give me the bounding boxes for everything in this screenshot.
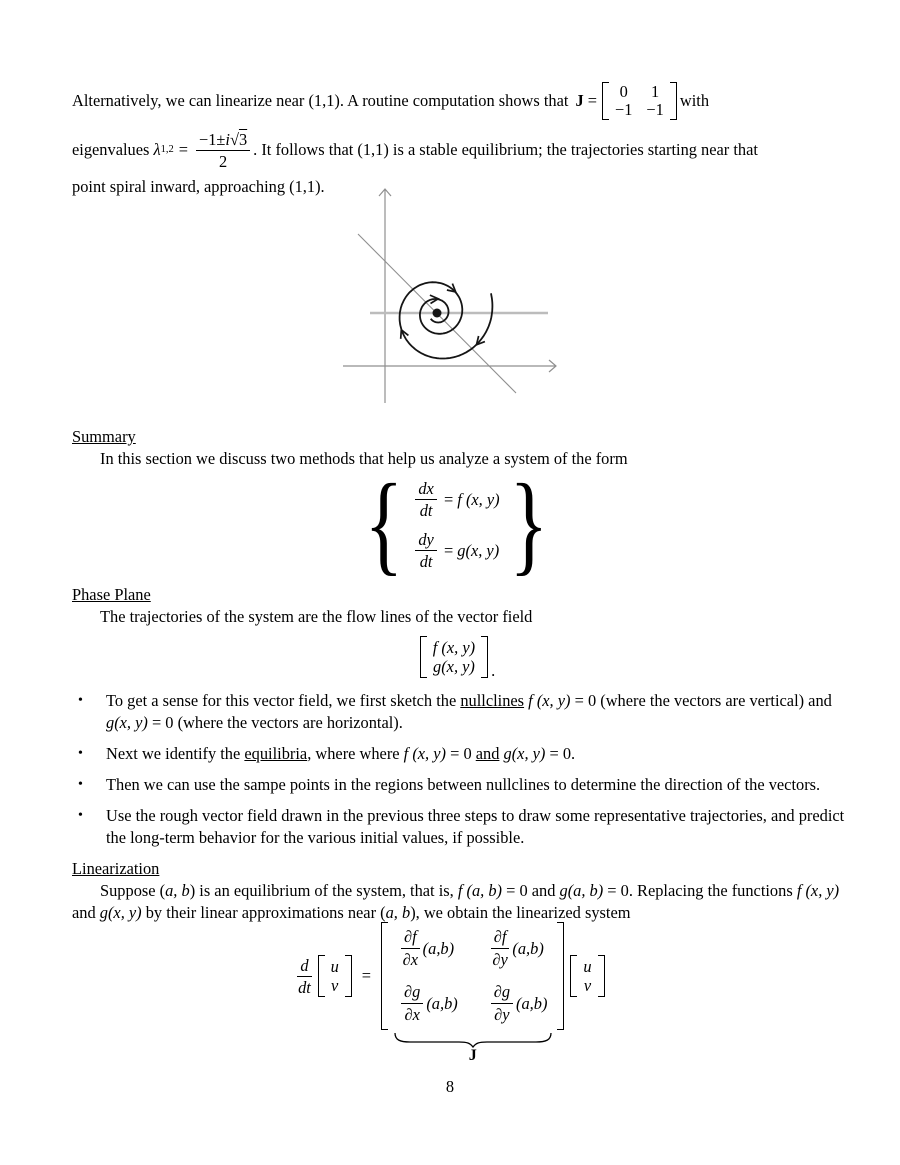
vector-entry: v — [331, 976, 339, 995]
bullet2-text: , where where — [307, 744, 404, 763]
jacobian-matrix — [602, 82, 677, 120]
intro-line2-text: eigenvalues — [72, 140, 154, 159]
vector-row: g(x, y) — [433, 657, 475, 676]
matrix-entry: 1 — [651, 82, 660, 101]
vector-field-display — [63, 632, 849, 682]
bullet2-text: Next we identify the — [106, 744, 245, 763]
equals-sign: = — [361, 966, 372, 985]
eigenvalue-fraction — [196, 130, 250, 171]
equals-sign: = — [178, 140, 188, 159]
bullet1-text: = 0 (where the vectors are horizontal). — [147, 713, 403, 732]
vector-row: f (x, y) — [432, 638, 476, 657]
jacobian-underbrace — [378, 1032, 567, 1063]
g-function: g(x, y) — [503, 744, 546, 763]
page-number: 8 — [445, 1077, 455, 1096]
radical-sign: √ — [229, 129, 239, 149]
bullet-icon: • — [78, 746, 83, 761]
bullet-icon: • — [78, 777, 83, 792]
vector-entry: v — [583, 976, 592, 995]
uv-vector — [570, 955, 604, 997]
f-function: f (x, y) — [457, 489, 500, 509]
intro-line1-text: Alternatively, we can linearize near (1,1). A routine computation shows that — [72, 91, 573, 110]
intro-line1-end: with — [679, 91, 710, 110]
lin-text: Suppose ( — [100, 881, 166, 900]
fraction-numerator: −1± — [198, 129, 226, 149]
uv-vector — [318, 955, 352, 997]
list-item — [72, 774, 858, 796]
matrix-cell: $\frac{\partial g}{\partial y}$ (a,b) — [488, 982, 548, 1025]
jacobian-label: J — [468, 1047, 477, 1064]
lin-text: and — [72, 903, 100, 922]
list-item — [72, 805, 858, 849]
period: . — [491, 661, 496, 680]
lin-text: ) is an equilibrium of the system, that is, — [189, 881, 458, 900]
ab-point: a, b — [385, 903, 411, 922]
linearization-heading: Linearization — [72, 859, 160, 878]
summary-heading: Summary — [72, 427, 136, 446]
f-function: f (a, b) — [457, 881, 502, 900]
lin-text: by their linear approximations near ( — [141, 903, 386, 922]
intro-paragraph: Alternatively, we can linearize near (1,1). A routine computation shows that J = 0 1 −1 −1 with eigenvalues λ 1,2 = $\frac{-1\pm i√3}{2}$ . It follows that (1,1) is a stable equilibrium; the trajectories starting near that point spiral inward, approaching (1,1). — [72, 80, 858, 198]
underbrace-icon — [393, 1032, 553, 1048]
f-function: f (x, y) — [403, 744, 446, 763]
matrix-entry: 0 — [619, 82, 628, 101]
bullet-icon: • — [78, 693, 83, 708]
bullet2-text: = 0 — [446, 744, 476, 763]
bullet-list — [72, 690, 858, 849]
matrix-cell: $\frac{\partial g}{\partial x}$ (a,b) — [398, 982, 458, 1025]
f-function: f (x, y) — [796, 881, 840, 900]
equals-sign: = — [439, 540, 458, 560]
bullet1-text: To get a sense for this vector field, we first sketch the — [106, 691, 461, 710]
equals-sign: = — [587, 91, 597, 110]
matrix-entry: −1 — [646, 100, 664, 119]
dydt-fraction: $\frac{dy}{dt}$ — [415, 530, 436, 571]
list-item — [72, 690, 858, 734]
matrix-entry: −1 — [614, 100, 633, 119]
equilibria-term: equilibria — [244, 744, 308, 763]
lambda-symbol: λ — [153, 140, 161, 159]
jacobian-symbol: J — [575, 91, 584, 110]
vector-entry: u — [330, 957, 339, 976]
jacobian-partials-matrix — [381, 922, 564, 1030]
g-function: g(x, y) — [99, 903, 142, 922]
equals-sign: = — [439, 489, 458, 509]
right-curly-brace: } — [509, 462, 548, 587]
vector-entry: u — [583, 957, 592, 976]
lin-text: = 0. Replacing the functions — [603, 881, 797, 900]
bullet4-text: Use the rough vector field drawn in the previous three steps to draw some representative trajectories, and predict the long-term behavior for the various initial values, if possible. — [106, 806, 845, 847]
ddt-fraction: $\frac{d}{dt}$ — [298, 955, 311, 997]
list-item — [72, 743, 858, 765]
f-function: f (x, y) — [528, 691, 571, 710]
bullet-icon: • — [78, 808, 83, 823]
g-function: g(x, y) — [106, 713, 148, 732]
phase-plane-intro: The trajectories of the system are the flow lines of the vector field — [100, 607, 533, 626]
bullet1-text: = 0 (where the vectors are vertical) and — [570, 691, 832, 710]
fraction-denominator: 2 — [218, 151, 228, 171]
g-function: g(x, y) — [457, 540, 500, 560]
linearized-system-equation — [58, 924, 844, 1064]
system-display — [63, 462, 849, 587]
left-curly-brace: { — [364, 462, 403, 587]
imaginary-i: i — [225, 129, 230, 149]
intro-line3-text: point spiral inward, approaching (1,1). — [72, 177, 325, 196]
intro-line2-end: . It follows that (1,1) is a stable equilibrium; the trajectories starting near that — [253, 140, 758, 159]
linearization-paragraph — [72, 880, 858, 924]
matrix-cell: $\frac{\partial f}{\partial y}$ (a,b) — [492, 927, 544, 969]
matrix-cell: $\frac{\partial f}{\partial x}$ (a,b) — [402, 927, 455, 969]
ab-point: a, b — [165, 881, 190, 900]
summary-intro: In this section we discuss two methods that help us analyze a system of the form — [100, 449, 628, 468]
phase-plane-heading: Phase Plane — [72, 585, 151, 604]
g-function: g(a, b) — [559, 881, 604, 900]
radicand: 3 — [238, 129, 248, 149]
and-term: and — [475, 744, 500, 763]
lin-text: ), we obtain the linearized system — [410, 903, 631, 922]
bullet3-text: Then we can use the sampe points in the regions between nullclines to determine the direction of the vectors. — [106, 775, 821, 794]
nullclines-term: nullclines — [460, 691, 525, 710]
lin-text: = 0 and — [502, 881, 560, 900]
dxdt-fraction: $\frac{dx}{dt}$ — [415, 479, 436, 520]
bullet2-text: = 0. — [545, 744, 576, 763]
